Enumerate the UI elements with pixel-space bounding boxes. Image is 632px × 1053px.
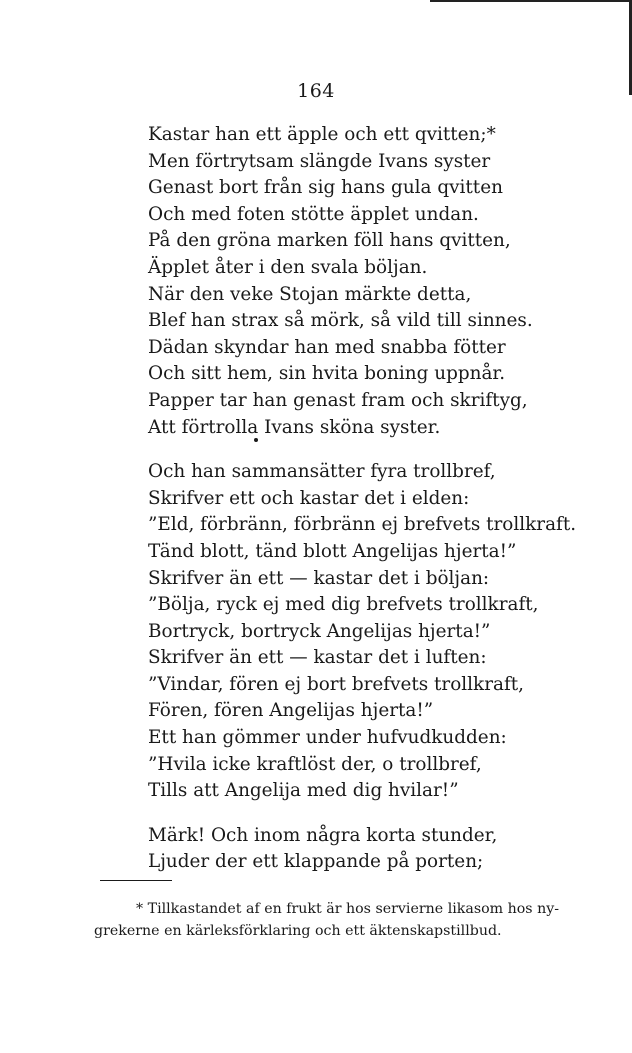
- poem-line: Skrifver ett och kastar det i elden:: [148, 487, 470, 509]
- footnote-line: * Tillkastandet af en frukt är hos servierne likasom hos ny-: [136, 901, 560, 917]
- ink-dot: [254, 438, 258, 442]
- poem-line: ”Bölja, ryck ej med dig brefvets trollkraft,: [148, 594, 539, 616]
- poem-line: Dädan skyndar han med snabba fötter: [148, 336, 506, 358]
- stanza-3: [148, 823, 576, 876]
- stanza-1: [148, 122, 576, 441]
- poem-line: Skrifver än ett — kastar det i luften:: [148, 647, 487, 669]
- poem-line: Blef han strax så mörk, så vild till sinnes.: [148, 310, 533, 332]
- poem-line: Men förtrytsam slängde Ivans syster: [148, 150, 491, 172]
- poem-body: [148, 122, 576, 876]
- poem-line: ”Vindar, fören ej bort brefvets trollkraft,: [148, 673, 524, 695]
- poem-line: ”Eld, förbränn, förbränn ej brefvets trollkraft.: [148, 514, 577, 536]
- poem-line: Tills att Angelija med dig hvilar!”: [148, 780, 459, 802]
- poem-line: Och med foten stötte äpplet undan.: [148, 203, 479, 225]
- poem-line: Att förtrolla Ivans sköna syster.: [148, 416, 441, 438]
- footnote-rule: [100, 880, 172, 881]
- poem-line: Bortryck, bortryck Angelijas hjerta!”: [148, 620, 491, 642]
- poem-line: Och sitt hem, sin hvita boning uppnår.: [148, 363, 506, 385]
- poem-line: Märk! Och inom några korta stunder,: [148, 824, 498, 846]
- poem-line: Papper tar han genast fram och skriftyg,: [148, 389, 528, 411]
- poem-line: ”Hvila icke kraftlöst der, o trollbref,: [148, 753, 482, 775]
- footnote-line: grekerne en kärleksförklaring och ett äktenskapstillbud.: [94, 923, 502, 939]
- poem-line: Genast bort från sig hans gula qvitten: [148, 177, 503, 199]
- poem-line: När den veke Stojan märkte detta,: [148, 283, 472, 305]
- poem-line: Skrifver än ett — kastar det i böljan:: [148, 567, 490, 589]
- stanza-2: [148, 459, 576, 805]
- poem-line: Fören, fören Angelijas hjerta!”: [148, 700, 434, 722]
- poem-line: Ett han gömmer under hufvudkudden:: [148, 727, 507, 749]
- page-edge-top: [430, 0, 632, 2]
- poem-line: Ljuder der ett klappande på porten;: [148, 851, 484, 873]
- poem-line: Äpplet åter i den svala böljan.: [148, 256, 428, 278]
- footnote: [94, 898, 596, 942]
- poem-line: Och han sammansätter fyra trollbref,: [148, 461, 496, 483]
- poem-line: Kastar han ett äpple och ett qvitten;*: [148, 124, 496, 145]
- stanza-gap: [148, 805, 576, 823]
- poem-line: Tänd blott, tänd blott Angelijas hjerta!”: [148, 540, 517, 562]
- poem-line: På den gröna marken föll hans qvitten,: [148, 230, 511, 252]
- page-number: 164: [297, 80, 335, 102]
- stanza-gap: [148, 441, 576, 459]
